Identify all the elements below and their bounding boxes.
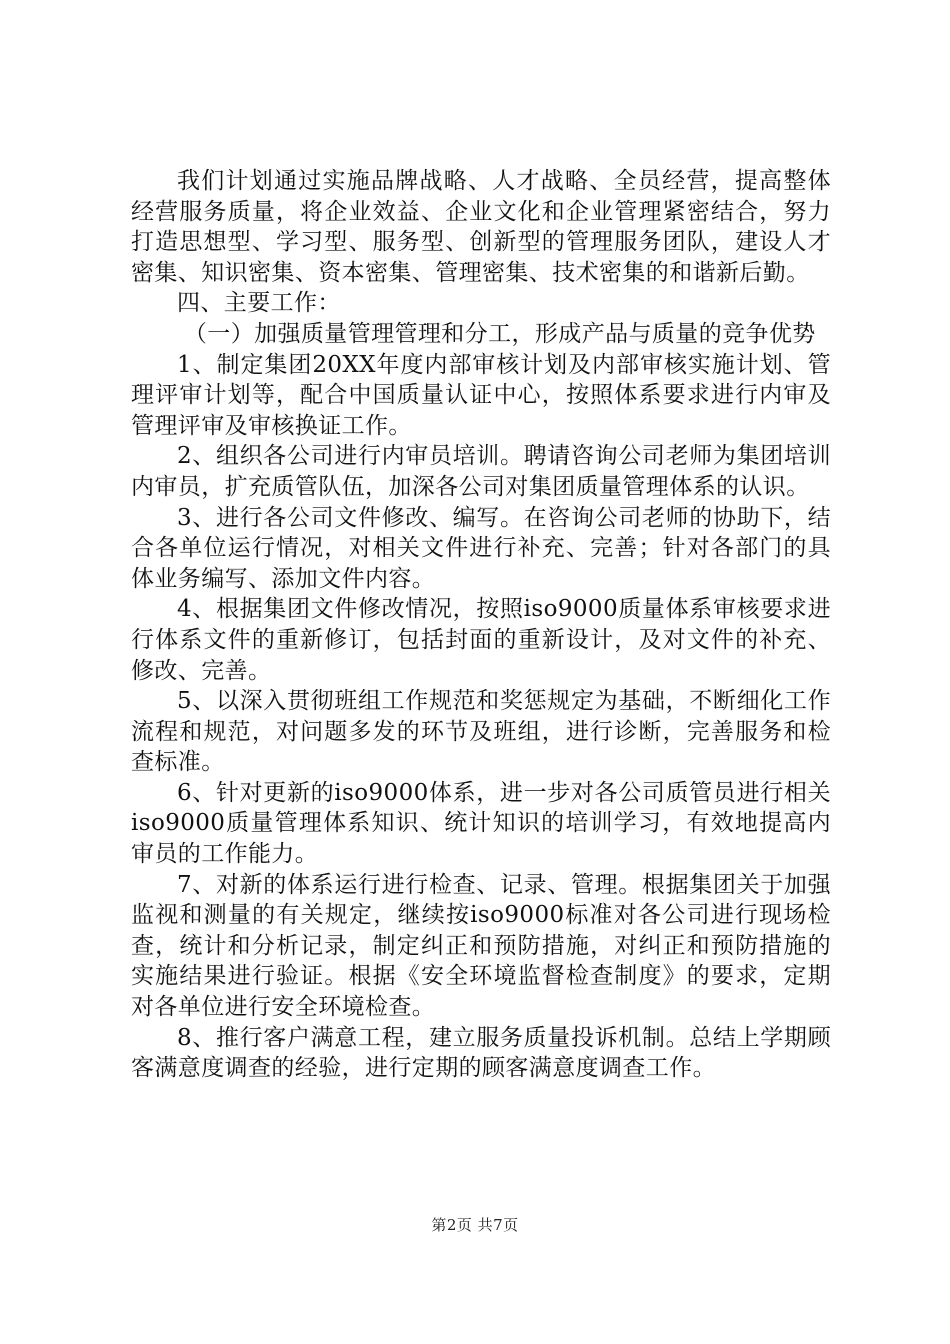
subsection-heading: （一）加强质量管理管理和分工，形成产品与质量的竞争优势: [183, 320, 816, 347]
document-body: [131, 166, 831, 1084]
list-item-5: 5、以深入贯彻班组工作规范和奖惩规定为基础，不断细化工作流程和规范，对问题多发的环节及班组，进行诊断，完善服务和检查标准。: [131, 688, 831, 776]
list-item-7: 7、对新的体系运行进行检查、记录、管理。根据集团关于加强监视和测量的有关规定，继续按iso9000标准对各公司进行现场检查，统计和分析记录，制定纠正和预防措施，对纠正和预防措施的实施结果进行验证。根据《安全环境监督检查制度》的要求，定期对各单位进行安全环境检查。: [131, 871, 831, 1021]
paragraph-intro: 我们计划通过实施品牌战略、人才战略、全员经营，提高整体经营服务质量，将企业效益、企业文化和企业管理紧密结合，努力打造思想型、学习型、服务型、创新型的管理服务团队，建设人才密集、知识密集、资本密集、管理密集、技术密集的和谐新后勤。: [131, 168, 831, 286]
list-item-8: 8、推行客户满意工程，建立服务质量投诉机制。总结上学期顾客满意度调查的经验，进行定期的顾客满意度调查工作。: [131, 1024, 831, 1082]
page-number-footer: 第2页 共7页: [431, 1216, 519, 1234]
list-item-2: 2、组织各公司进行内审员培训。聘请咨询公司老师为集团培训内审员，扩充质管队伍，加深各公司对集团质量管理体系的认识。: [131, 443, 831, 500]
section-heading: 四、主要工作：: [177, 290, 341, 317]
list-item-4: 4、根据集团文件修改情况，按照iso9000质量体系审核要求进行体系文件的重新修订，包括封面的重新设计，及对文件的补充、修改、完善。: [131, 596, 831, 684]
list-item-1: 1、制定集团20XX年度内部审核计划及内部审核实施计划、管理评审计划等，配合中国质量认证中心，按照体系要求进行内审及管理评审及审核换证工作。: [131, 351, 831, 439]
list-item-6: 6、针对更新的iso9000体系，进一步对各公司质管员进行相关iso9000质量管理体系知识、统计知识的培训学习，有效地提高内审员的工作能力。: [131, 779, 831, 868]
list-item-3: 3、进行各公司文件修改、编写。在咨询公司老师的协助下，结合各单位运行情况，对相关文件进行补充、完善；针对各部门的具体业务编写、添加文件内容。: [131, 504, 831, 592]
